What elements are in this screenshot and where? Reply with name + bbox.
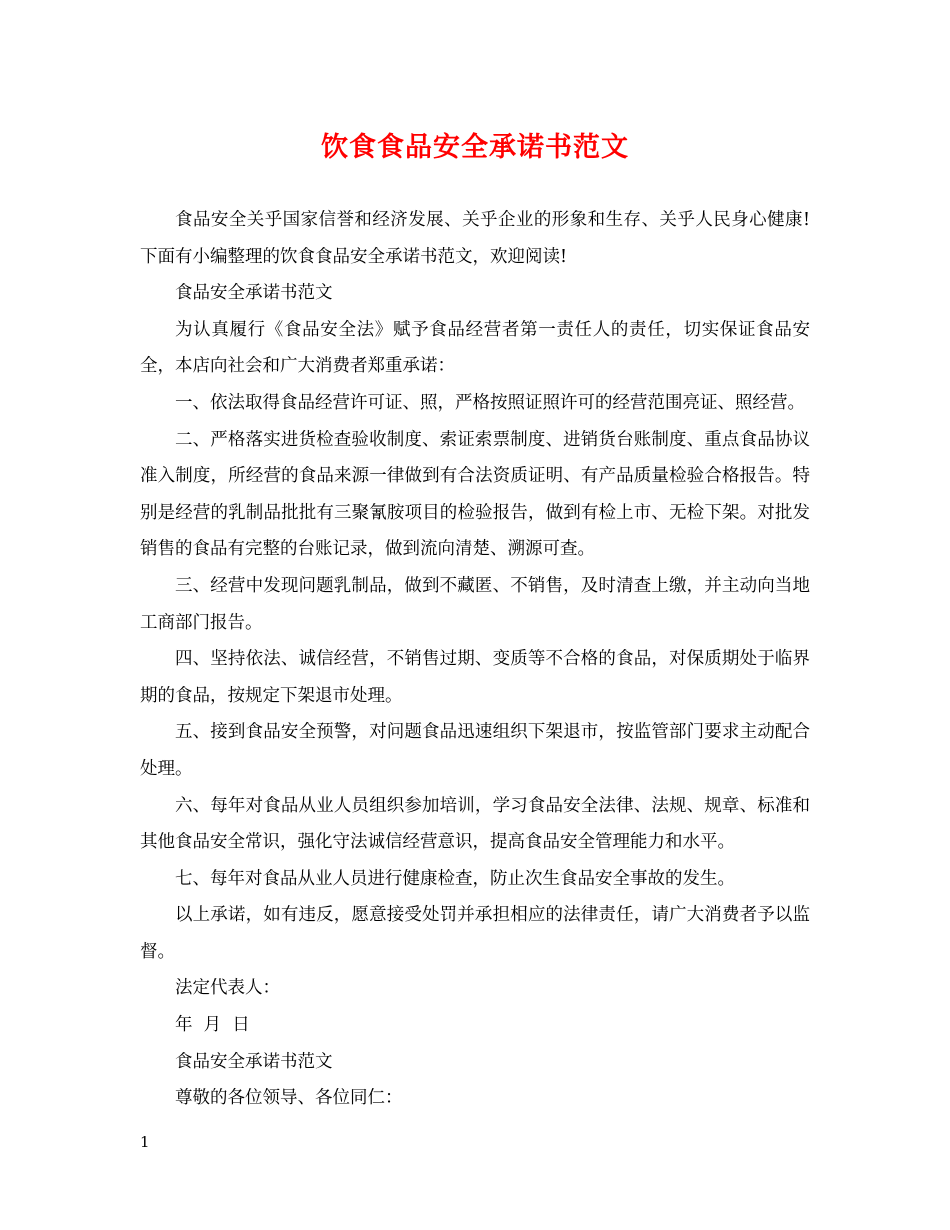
paragraph-item-2: 二、严格落实进货检查验收制度、索证索票制度、进销货台账制度、重点食品协议准入制度，所经营的食品来源一律做到有合法资质证明、有产品质量检验合格报告。特别是经营的乳制品批批有三聚氰胺项目的检验报告，做到有检上市、无检下架。对批发销售的食品有完整的台账记录，做到流向清楚、溯源可查。 xyxy=(140,429,810,560)
paragraph-item-5: 五、接到食品安全预警，对问题食品迅速组织下架退市，按监管部门要求主动配合处理。 xyxy=(140,722,810,779)
paragraph-intro: 食品安全关乎国家信誉和经济发展、关乎企业的形象和生存、关乎人民身心健康!下面有小编整理的饮食食品安全承诺书范文，欢迎阅读! xyxy=(140,210,810,267)
legal-representative-line: 法定代表人： xyxy=(175,978,280,999)
page-number: 1 xyxy=(140,1133,150,1151)
paragraph-subtitle-2: 食品安全承诺书范文 xyxy=(175,1051,333,1072)
date-line: 年 月 日 xyxy=(175,1015,250,1036)
paragraph-item-4: 四、坚持依法、诚信经营，不销售过期、变质等不合格的食品，对保质期处于临界期的食品，按规定下架退市处理。 xyxy=(140,649,810,706)
document-body xyxy=(140,202,810,1117)
paragraph-item-3: 三、经营中发现问题乳制品，做到不藏匿、不销售，及时清查上缴，并主动向当地工商部门报告。 xyxy=(140,575,810,633)
paragraph-subtitle: 食品安全承诺书范文 xyxy=(175,283,333,304)
paragraph-preamble: 为认真履行《食品安全法》赋予食品经营者第一责任人的责任，切实保证食品安全，本店向社会和广大消费者郑重承诺： xyxy=(140,319,810,377)
paragraph-item-1: 一、依法取得食品经营许可证、照，严格按照证照许可的经营范围亮证、照经营。 xyxy=(175,392,805,413)
paragraph-item-7: 七、每年对食品从业人员进行健康检查，防止次生食品安全事故的发生。 xyxy=(175,868,735,889)
salutation-line: 尊敬的各位领导、各位同仁： xyxy=(175,1088,403,1109)
document-title: 饮食食品安全承诺书范文 xyxy=(321,132,629,163)
paragraph-item-6: 六、每年对食品从业人员组织参加培训，学习食品安全法律、法规、规章、标准和其他食品安全常识，强化守法诚信经营意识，提高食品安全管理能力和水平。 xyxy=(140,795,810,853)
paragraph-conclusion: 以上承诺，如有违反，愿意接受处罚并承担相应的法律责任，请广大消费者予以监督。 xyxy=(140,905,810,962)
